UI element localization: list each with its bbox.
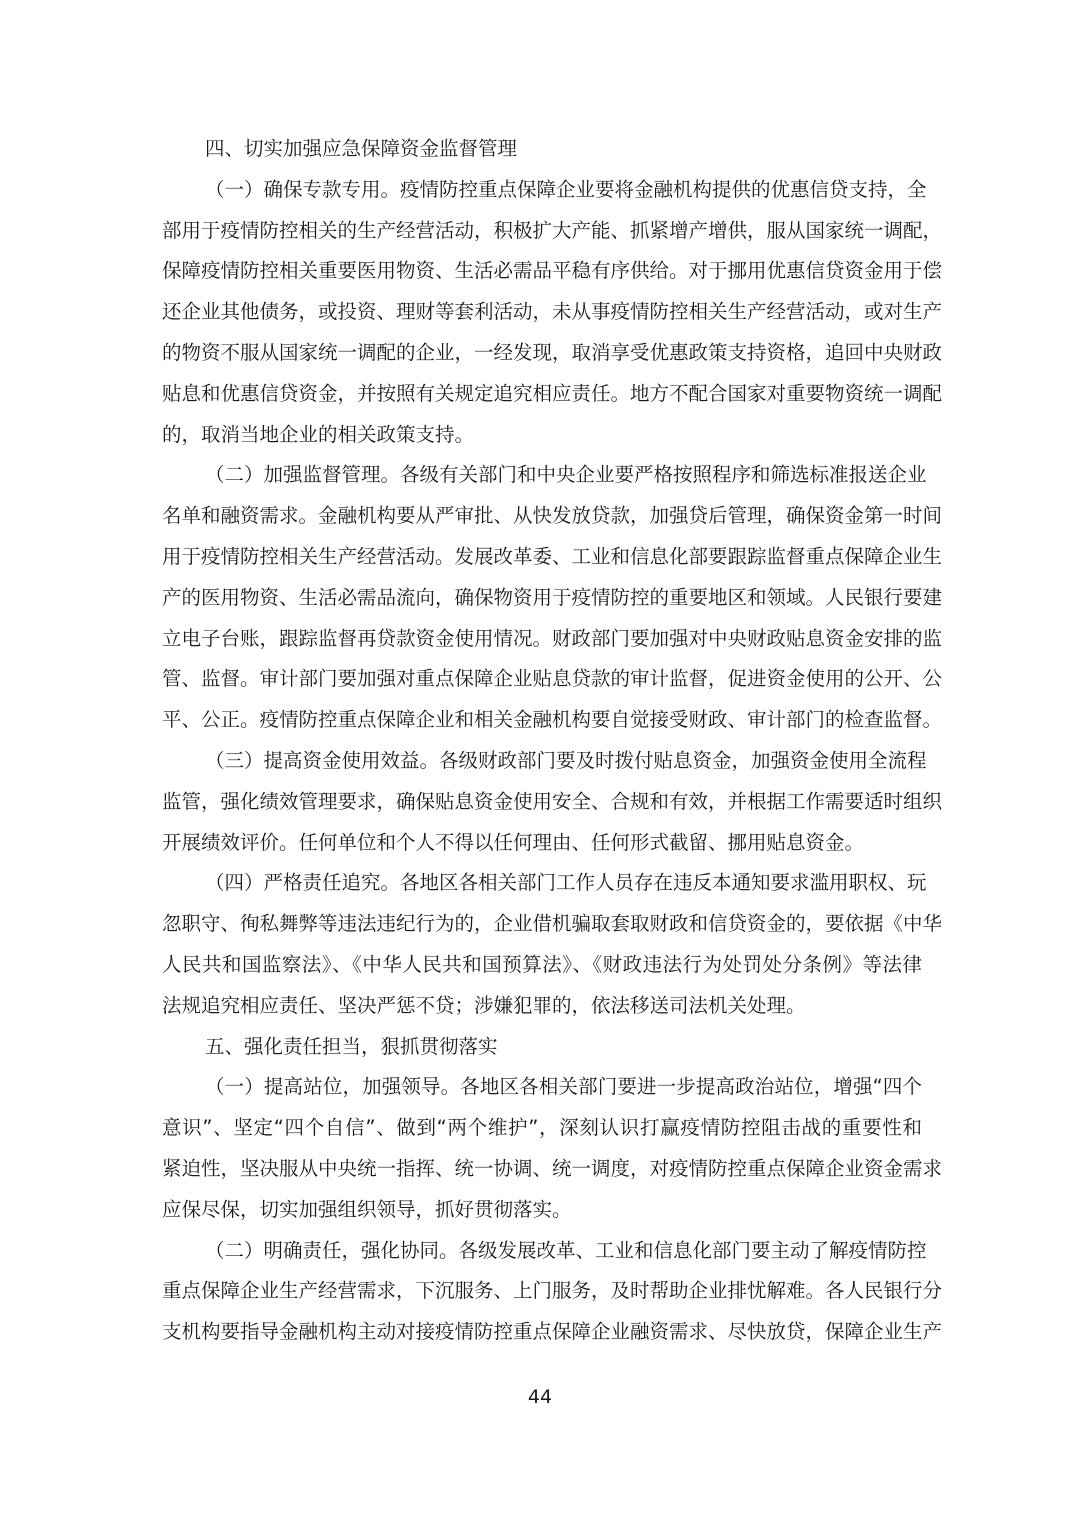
text-line: 贴息和优惠信贷资金，并按照有关规定追究相应责任。地方不配合国家对重要物资统一调配 bbox=[162, 381, 943, 405]
text-line: （二）明确责任，强化协同。各级发展改革、工业和信息化部门要主动了解疫情防控 bbox=[205, 1238, 927, 1262]
text-line: 部用于疫情防控相关的生产经营活动，积极扩大产能、抓紧增产增供，服从国家统一调配， bbox=[162, 218, 943, 242]
text-line: （三）提高资金使用效益。各级财政部门要及时拨付贴息资金，加强资金使用全流程 bbox=[205, 748, 927, 772]
text-line: （四）严格责任追究。各地区各相关部门工作人员存在违反本通知要求滥用职权、玩 bbox=[205, 871, 927, 895]
text-line: 意识”、坚定“四个自信”、做到“两个维护”，深刻认识打赢疫情防控阻击战的重要性和 bbox=[162, 1116, 922, 1140]
text-line: 产的医用物资、生活必需品流向，确保物资用于疫情防控的重要地区和领域。人民银行要建 bbox=[162, 585, 943, 609]
text-line: 忽职守、徇私舞弊等违法违纪行为的，企业借机骗取套取财政和信贷资金的，要依据《中华 bbox=[162, 912, 943, 936]
text-line: 管、监督。审计部门要加强对重点保障企业贴息贷款的审计监督，促进资金使用的公开、公 bbox=[162, 667, 943, 691]
text-line: 紧迫性，坚决服从中央统一指挥、统一协调、统一调度，对疫情防控重点保障企业资金需求 bbox=[162, 1156, 943, 1180]
text-line: 的，取消当地企业的相关政策支持。 bbox=[162, 422, 475, 446]
text-line: 重点保障企业生产经营需求，下沉服务、上门服务，及时帮助企业排忧解难。各人民银行分 bbox=[162, 1279, 943, 1303]
page-number: 44 bbox=[527, 1386, 553, 1408]
text-line: （一）提高站位，加强领导。各地区各相关部门要进一步提高政治站位，增强“四个 bbox=[205, 1075, 922, 1099]
text-line: 名单和融资需求。金融机构要从严审批、从快发放贷款，加强贷后管理，确保资金第一时间 bbox=[162, 504, 943, 528]
text-line: 四、切实加强应急保障资金监督管理 bbox=[205, 137, 518, 160]
text-line: 用于疫情防控相关生产经营活动。发展改革委、工业和信息化部要跟踪监督重点保障企业生 bbox=[162, 544, 943, 568]
text-line: 开展绩效评价。任何单位和个人不得以任何理由、任何形式截留、挪用贴息资金。 bbox=[162, 830, 865, 854]
text-line: 支机构要指导金融机构主动对接疫情防控重点保障企业融资需求、尽快放贷，保障企业生产 bbox=[162, 1320, 943, 1344]
text-line: 的物资不服从国家统一调配的企业，一经发现，取消享受优惠政策支持资格，追回中央财政 bbox=[162, 340, 943, 364]
text-line: 法规追究相应责任、坚决严惩不贷；涉嫌犯罪的，依法移送司法机关处理。 bbox=[162, 993, 806, 1017]
text-line: 立电子台账，跟踪监督再贷款资金使用情况。财政部门要加强对中央财政贴息资金安排的监 bbox=[162, 626, 943, 650]
text-line: （一）确保专款专用。疫情防控重点保障企业要将金融机构提供的优惠信贷支持，全 bbox=[205, 177, 927, 201]
text-line: 监管，强化绩效管理要求，确保贴息资金使用安全、合规和有效，并根据工作需要适时组织 bbox=[162, 789, 943, 813]
text-line: 应保尽保，切实加强组织领导，抓好贯彻落实。 bbox=[162, 1197, 572, 1221]
text-line: 还企业其他债务，或投资、理财等套利活动，未从事疫情防控相关生产经营活动，或对生产 bbox=[162, 300, 943, 324]
text-line: 平、公正。疫情防控重点保障企业和相关金融机构要自觉接受财政、审计部门的检查监督。 bbox=[162, 708, 943, 732]
text-line: 五、强化责任担当，狠抓贯彻落实 bbox=[205, 1034, 498, 1058]
text-line: 人民共和国监察法》、《中华人民共和国预算法》、《财政违法行为处罚处分条例》等法律 bbox=[162, 952, 922, 976]
text-line: （二）加强监督管理。各级有关部门和中央企业要严格按照程序和筛选标准报送企业 bbox=[205, 463, 927, 487]
text-line: 保障疫情防控相关重要医用物资、生活必需品平稳有序供给。对于挪用优惠信贷资金用于偿 bbox=[162, 259, 943, 283]
document-body bbox=[162, 129, 943, 1353]
